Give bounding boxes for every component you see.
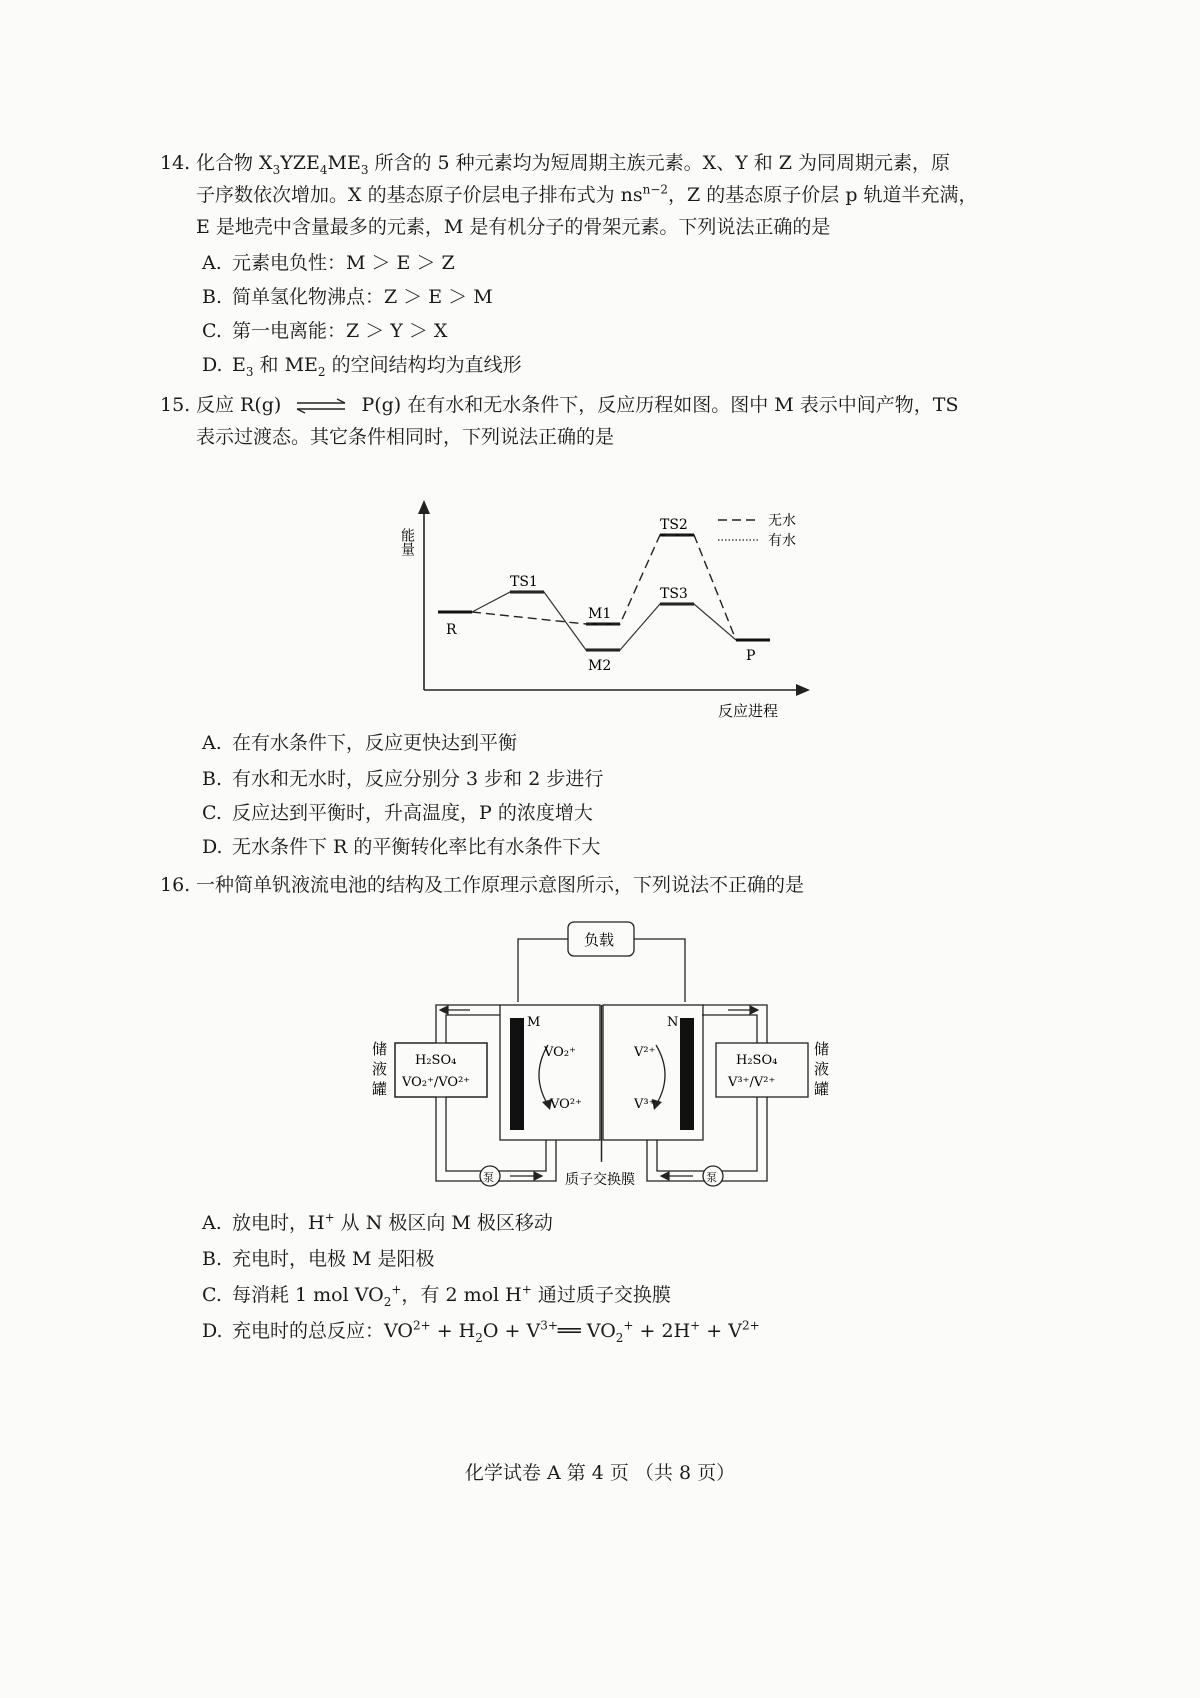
right-pipe-inner bbox=[702, 1015, 757, 1043]
flow-arrow-top-right-icon bbox=[750, 1006, 758, 1014]
m-top-species: VO₂⁺ bbox=[544, 1045, 576, 1060]
pump-right-icon bbox=[703, 1166, 723, 1186]
label-M1: M1 bbox=[588, 606, 612, 622]
left-tank-char-3: 罐 bbox=[372, 1080, 388, 1098]
left-tank-char-2: 液 bbox=[372, 1060, 388, 1078]
question-15-line-1: 反应 R(g) P(g) 在有水和无水条件下，反应历程如图。图中 M 表示中间产物，TS bbox=[196, 394, 959, 416]
n-bottom-species: V³⁺ bbox=[634, 1097, 656, 1112]
q16-option-a: A. 放电时，H+ 从 N 极区向 M 极区移动 bbox=[202, 1210, 553, 1234]
label-P: P bbox=[746, 648, 756, 664]
label-R: R bbox=[446, 622, 457, 638]
reaction-arrow-n-icon bbox=[656, 1045, 665, 1105]
electrode-n-label: N bbox=[667, 1015, 679, 1030]
left-tank-pair: VO₂⁺/VO²⁺ bbox=[402, 1075, 471, 1090]
right-tank-char-1: 储 bbox=[814, 1040, 830, 1058]
question-16-number: 16. bbox=[160, 874, 191, 896]
question-14-line-3: E 是地壳中含量最多的元素，M 是有机分子的骨架元素。下列说法正确的是 bbox=[196, 216, 831, 238]
q16-option-d: D. 充电时的总反应：$VO^{2+} + H_2O$ + $V^{3+}══$ $VO_2^+ + 2H^+ + V^{2+}$ bbox=[202, 1318, 760, 1345]
question-14-line-2: 子序数依次增加。X 的基态原子价层电子排布式为 $ns^{n-2}$，Z 的基态原子价层 p 轨道半充满， bbox=[196, 182, 978, 206]
electrode-m-label: M bbox=[527, 1015, 541, 1030]
q15-option-a: A. 在有水条件下，反应更快达到平衡 bbox=[202, 732, 518, 754]
left-pipe-inner-bottom bbox=[446, 1097, 546, 1171]
q16-option-c: C. 每消耗 1 mol $VO_2^+$，有 2 mol H+ 通过质子交换膜 bbox=[202, 1282, 671, 1309]
right-tank-h2so4: H₂SO₄ bbox=[736, 1053, 778, 1068]
question-14-number: 14. bbox=[160, 152, 191, 174]
q16-option-b: B. 充电时，电极 M 是阳极 bbox=[202, 1248, 435, 1270]
q14-option-b: B. 简单氢化物沸点：Z ＞ E ＞ M bbox=[202, 286, 493, 308]
flow-arrow-bottom-left-icon bbox=[534, 1172, 542, 1180]
x-axis-label: 反应进程 bbox=[718, 702, 779, 720]
question-15-line-2: 表示过渡态。其它条件相同时，下列说法正确的是 bbox=[196, 426, 615, 448]
flow-arrow-top-left-icon bbox=[440, 1006, 448, 1014]
svg-text:泵: 泵 bbox=[706, 1171, 717, 1184]
pump-left-icon bbox=[480, 1166, 500, 1186]
q14-option-c: C. 第一电离能：Z ＞ Y ＞ X bbox=[202, 320, 448, 342]
page-footer: 化学试卷 A 第 4 页 （共 8 页） bbox=[464, 1462, 736, 1484]
electrode-m bbox=[510, 1018, 524, 1130]
question-15-number: 15. bbox=[160, 394, 191, 416]
right-tank-pair: V³⁺/V²⁺ bbox=[728, 1075, 776, 1090]
wire-right bbox=[634, 939, 685, 1002]
right-tank-char-2: 液 bbox=[814, 1060, 830, 1078]
left-pipe-inner bbox=[446, 1015, 500, 1043]
electrode-n bbox=[680, 1018, 694, 1130]
n-top-species: V²⁺ bbox=[634, 1045, 656, 1060]
label-TS2: TS2 bbox=[660, 517, 688, 533]
svg-text:泵: 泵 bbox=[483, 1171, 494, 1184]
q15-option-c: C. 反应达到平衡时，升高温度，P 的浓度增大 bbox=[202, 802, 593, 824]
y-axis-label: 能量 bbox=[399, 528, 415, 556]
right-tank-char-3: 罐 bbox=[814, 1080, 830, 1098]
question-16-line-1: 一种简单钒液流电池的结构及工作原理示意图所示，下列说法不正确的是 bbox=[196, 874, 805, 896]
legend-wet-label: 有水 bbox=[768, 533, 796, 549]
q15-option-b: B. 有水和无水时，反应分别分 3 步和 2 步进行 bbox=[202, 768, 604, 790]
label-M2: M2 bbox=[588, 658, 612, 674]
q14-option-d: D. $E_3$ 和 $ME_2$ 的空间结构均为直线形 bbox=[202, 354, 522, 379]
label-TS1: TS1 bbox=[510, 574, 538, 590]
left-tank-char-1: 储 bbox=[372, 1040, 388, 1058]
q15-option-d: D. 无水条件下 R 的平衡转化率比有水条件下大 bbox=[202, 836, 601, 858]
legend-dry-label: 无水 bbox=[768, 513, 796, 529]
load-label: 负载 bbox=[584, 931, 615, 949]
right-pipe-inner-bottom bbox=[657, 1097, 757, 1171]
membrane-label: 质子交换膜 bbox=[565, 1172, 635, 1188]
q14-option-a: A. 元素电负性：M ＞ E ＞ Z bbox=[202, 252, 455, 274]
flow-arrow-bottom-right-icon bbox=[661, 1172, 669, 1180]
m-bottom-species: VO²⁺ bbox=[550, 1097, 582, 1112]
label-TS3: TS3 bbox=[660, 586, 688, 602]
question-14-line-1: 化合物 $X_3YZE_4ME_3$ 所含的 5 种元素均为短周期主族元素。X、Y 和 Z 为同周期元素，原 bbox=[196, 152, 951, 177]
wire-left bbox=[518, 939, 568, 1002]
left-tank-h2so4: H₂SO₄ bbox=[415, 1053, 457, 1068]
